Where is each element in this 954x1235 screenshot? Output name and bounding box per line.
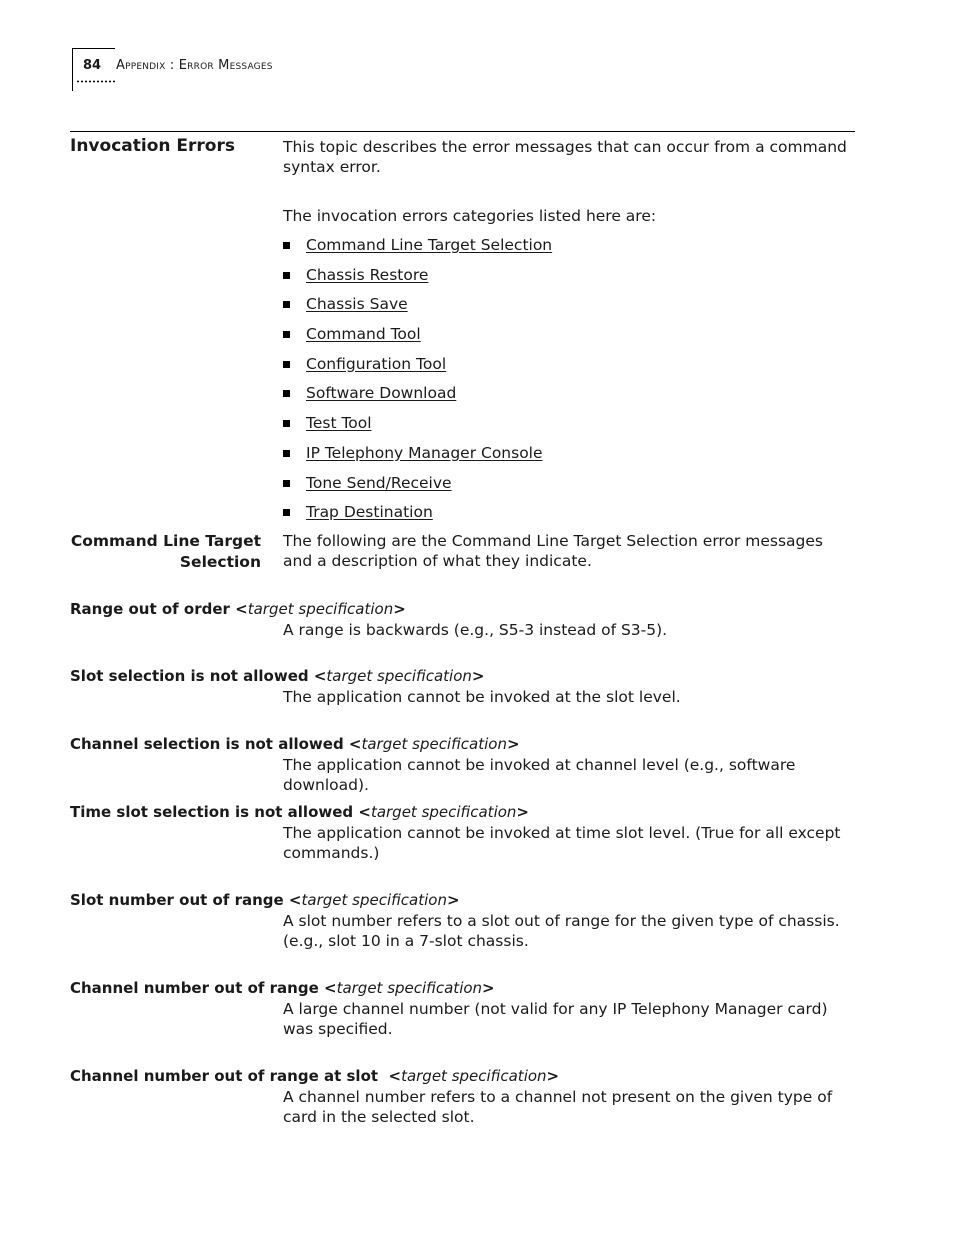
list-item xyxy=(283,382,552,412)
list-item xyxy=(283,323,552,353)
list-item xyxy=(283,264,552,294)
subsection-intro: The following are the Command Line Target Selection error messages and a description of what they indicate. xyxy=(283,532,823,570)
error-description: A range is backwards (e.g., S5-3 instead of S3-5). xyxy=(283,621,668,639)
list-item xyxy=(283,501,552,531)
bullet-square-icon xyxy=(283,420,290,427)
error-message: Slot number out of range <target specification> xyxy=(70,891,460,909)
category-link[interactable]: Command Tool xyxy=(306,325,421,344)
list-item xyxy=(283,293,552,323)
category-list xyxy=(283,234,552,531)
error-description: A large channel number (not valid for any IP Telephony Manager card) was specified. xyxy=(283,1000,828,1038)
error-description: The application cannot be invoked at time slot level. (True for all except commands.) xyxy=(283,824,841,862)
category-link[interactable]: Configuration Tool xyxy=(306,354,447,373)
bullet-square-icon xyxy=(283,390,290,397)
error-message: Time slot selection is not allowed <target specification> xyxy=(70,803,529,821)
list-item xyxy=(283,472,552,502)
list-item xyxy=(283,412,552,442)
corner-dotted-line xyxy=(76,80,116,83)
category-link[interactable]: Chassis Restore xyxy=(306,265,429,284)
error-message: Channel number out of range <target specification> xyxy=(70,979,495,997)
category-link[interactable]: IP Telephony Manager Console xyxy=(306,443,543,462)
bullet-square-icon xyxy=(283,480,290,487)
category-link[interactable]: Trap Destination xyxy=(306,503,433,522)
list-item xyxy=(283,234,552,264)
category-link[interactable]: Test Tool xyxy=(306,414,372,433)
bullet-square-icon xyxy=(283,301,290,308)
error-description: The application cannot be invoked at channel level (e.g., software download). xyxy=(283,756,796,794)
subsection-title-line: Selection xyxy=(179,553,261,571)
corner-mark-horizontal xyxy=(72,48,115,49)
category-link[interactable]: Command Line Target Selection xyxy=(306,236,553,254)
error-message: Slot selection is not allowed <target specification> xyxy=(70,667,485,685)
error-message: Channel selection is not allowed <target specification> xyxy=(70,735,520,753)
bullet-square-icon xyxy=(283,450,290,457)
category-link[interactable]: Tone Send/Receive xyxy=(306,473,452,492)
bullet-square-icon xyxy=(283,242,290,249)
error-description: The application cannot be invoked at the slot level. xyxy=(283,688,681,706)
subsection-title-line: Command Line Target xyxy=(70,532,261,550)
category-link[interactable]: Software Download xyxy=(306,384,457,403)
corner-mark-vertical xyxy=(72,48,73,91)
error-description: A channel number refers to a channel not present on the given type of card in the selected slot. xyxy=(283,1088,833,1126)
error-message: Channel number out of range at slot <target specification> xyxy=(70,1067,560,1085)
section-intro: This topic describes the error messages that can occur from a command syntax error. xyxy=(283,138,847,176)
category-link[interactable]: Chassis Save xyxy=(306,295,408,314)
subsection-title xyxy=(70,531,261,573)
list-item xyxy=(283,442,552,472)
list-intro: The invocation errors categories listed here are: xyxy=(283,207,657,225)
running-head: Appendix : Error Messages xyxy=(116,58,273,73)
error-message: Range out of order <target specification> xyxy=(70,600,406,618)
bullet-square-icon xyxy=(283,331,290,338)
bullet-square-icon xyxy=(283,361,290,368)
section-title: Invocation Errors xyxy=(70,136,235,156)
bullet-square-icon xyxy=(283,272,290,279)
list-item xyxy=(283,353,552,383)
page-number: 84 xyxy=(83,58,102,73)
section-rule xyxy=(70,131,855,132)
bullet-square-icon xyxy=(283,509,290,516)
error-description: A slot number refers to a slot out of range for the given type of chassis. (e.g., slot 10 in a 7-slot chassis. xyxy=(283,912,840,950)
